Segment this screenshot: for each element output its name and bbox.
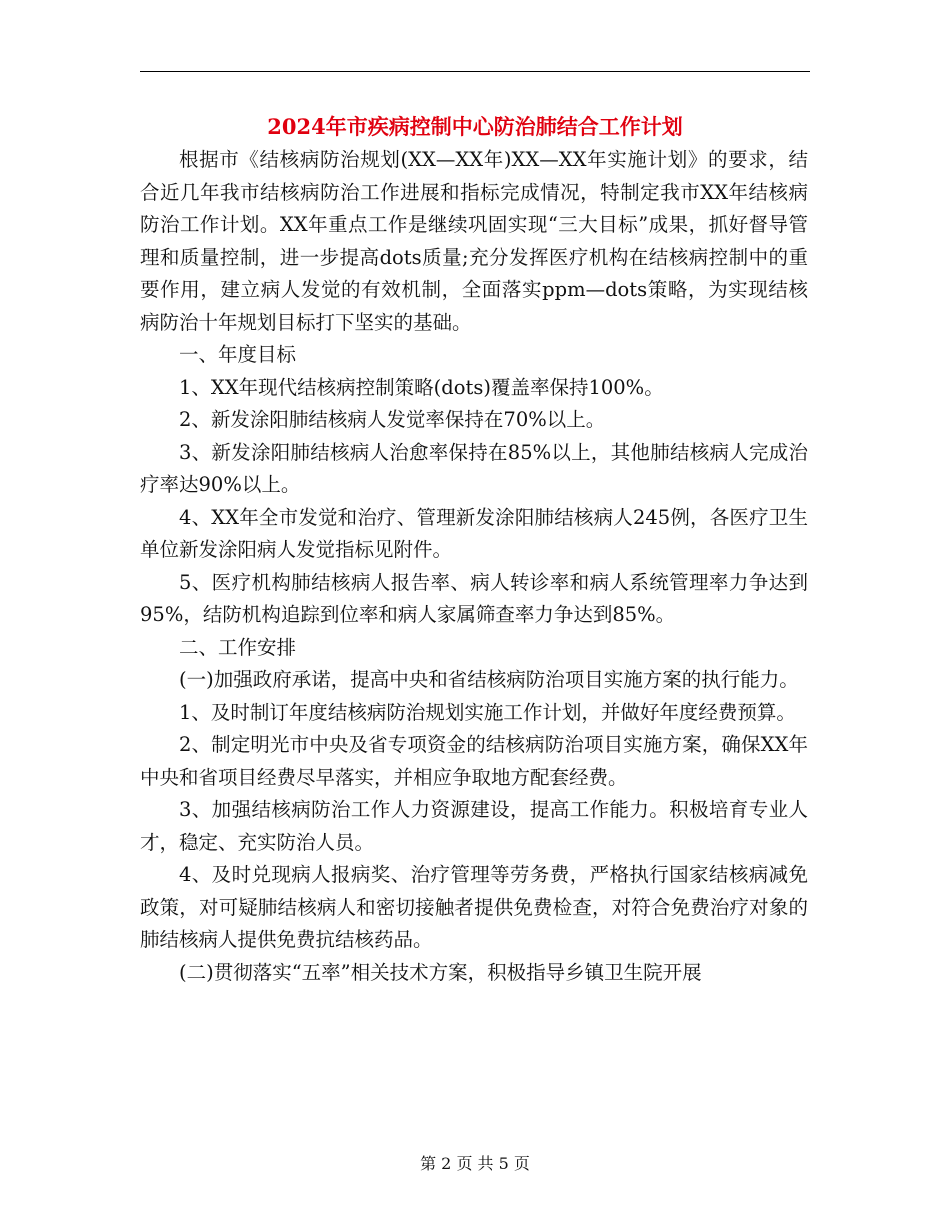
page-number: 第 2 页 共 5 页 — [420, 1154, 530, 1173]
document-body — [140, 144, 808, 989]
header-rule — [140, 71, 810, 72]
arrangement-item-2: 2、制定明光市中央及省专项资金的结核病防治项目实施方案，确保XX年中央和省项目经费尽早落实，并相应争取地方配套经费。 — [140, 733, 808, 789]
subsection-heading-1: (一)加强政府承诺，提高中央和省结核病防治项目实施方案的执行能力。 — [179, 668, 799, 691]
section-heading-work-arrangement: 二、工作安排 — [179, 635, 297, 659]
goal-item-3: 3、新发涂阳肺结核病人治愈率保持在85%以上，其他肺结核病人完成治疗率达90%以上。 — [140, 440, 808, 496]
arrangement-item-4: 4、及时兑现病人报病奖、治疗管理等劳务费，严格执行国家结核病减免政策，对可疑肺结核病人和密切接触者提供免费检查，对符合免费治疗对象的肺结核病人提供免费抗结核药品。 — [140, 863, 808, 951]
arrangement-item-3: 3、加强结核病防治工作人力资源建设，提高工作能力。积极培育专业人才，稳定、充实防治人员。 — [140, 798, 808, 854]
goal-item-2: 2、新发涂阳肺结核病人发觉率保持在70%以上。 — [179, 408, 606, 431]
goal-item-1: 1、XX年现代结核病控制策略(dots)覆盖率保持100%。 — [179, 375, 664, 399]
document-title: 2024年市疾病控制中心防治肺结合工作计划 — [267, 114, 683, 139]
goal-item-4: 4、XX年全市发觉和治疗、管理新发涂阳肺结核病人245例，各医疗卫生单位新发涂阳病人发觉指标见附件。 — [140, 505, 808, 561]
paragraph-intro: 根据市《结核病防治规划(XX—XX年)XX—XX年实施计划》的要求，结合近几年我市结核病防治工作进展和指标完成情况，特制定我市XX年结核病防治工作计划。XX年重点工作是继续巩固实现“三大目标”成果，抓好督导管理和质量控制，进一步提高dots质量;充分发挥医疗机构在结核病控制中的重要作用，建立病人发觉的有效机制，全面落实ppm—dots策略，为实现结核病防治十年规划目标打下坚实的基础。 — [140, 148, 808, 334]
section-heading-annual-goals: 一、年度目标 — [179, 343, 297, 366]
subsection-heading-2: (二)贯彻落实“五率”相关技术方案，积极指导乡镇卫生院开展 — [179, 960, 702, 984]
arrangement-item-1: 1、及时制订年度结核病防治规划实施工作计划，并做好年度经费预算。 — [179, 700, 796, 724]
goal-item-5: 5、医疗机构肺结核病人报告率、病人转诊率和病人系统管理率力争达到95%，结防机构追踪到位率和病人家属筛查率力争达到85%。 — [140, 570, 808, 626]
